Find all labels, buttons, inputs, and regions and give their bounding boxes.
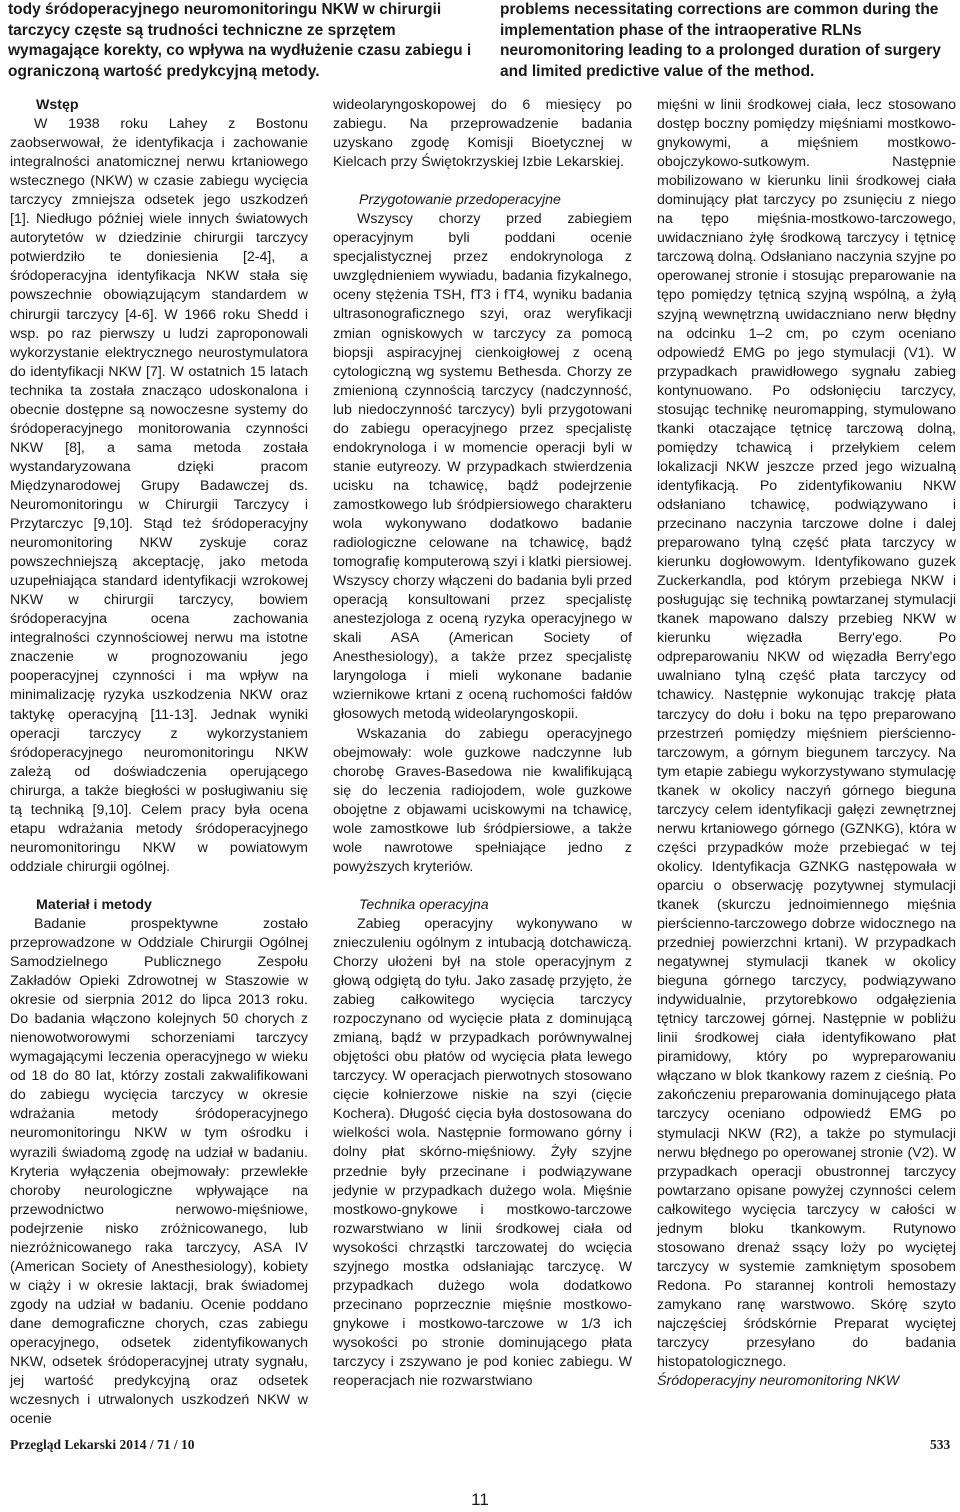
column-2 (333, 96, 632, 1391)
introduction-text: W 1938 roku Lahey z Bostonu zaobserwował, że identyfikacja i zachowanie integralności anatomicznej nerwu krtaniowego wstecznego (NKW) w czasie zabiegu wycięcia tarczycy zmniejsza odsetek jego uszkodzeń [1]. Niedługo później wiele innych światowych autorytetów w dziedzinie chirurgii tarczycy potwierdziło te doniesienia [2-4], a śródoperacyjna identyfikacja NKW stała się powszechnie obowiązującym standardem w chirurgii tarczycy [4-6]. W 1966 roku Shedd i wsp. po raz pierwszy u ludzi zaproponowali wykorzystanie elektrycznego neurostymulatora do identyfikacji NKW [7]. W ostatnich 15 latach technika ta została znacząco udoskonalona i obecnie dostępne są nowoczesne systemy do śródoperacyjnego monitorowania czynności NKW [8], a sama metoda została wystandaryzowana dzięki pracom Międzynarodowej Grupy Badawczej ds. Neuromonitoringu w Chirurgii Tarczycy i Przytarczyc [9,10]. Stąd też śródoperacyjny neuromonitoring NKW zyskuje coraz powszechniejszą akceptację, jako metoda uzupełniająca standard identyfikacji wzrokowej NKW w chirurgii tarczycy, bowiem śródoperacyjna ocena zachowania integralności czynnościowej nerwu ma istotne znaczenie w prognozowaniu jego pooperacyjnej czynności i ma wpływ na minimalizację ryzyka uszkodzenia NKW oraz taktykę operacyjną [11-13]. Jednak wyniki operacji tarczycy z wykorzystaniem śródoperacyjnego neuromonitoringu NKW zależą od doświadczenia operującego chirurga, a także biegłości w posługiwaniu się tą techniką [9,10]. Celem pracy była ocena etapu wdrażania metody śródoperacyjnego neuromonitoringu NKW w powiatowym oddziale chirurgii ogólnej. (10, 116, 308, 875)
technique-text: Zabieg operacyjny wykonywano w znieczuleniu ogólnym z intubacją dotchawiczą. Chorzy ułożeni był na stole operacyjnym z głową odgiętą do tyłu. Jako zasadę przyjęto, że zabieg całkowitego wycięcia tarczycy rozpoczynano od wycięcie płata z dominującą zmianą, bądź w przypadkach porównywalnej objętości obu płatów od wycięcia płata lewego tarczycy. W operacjach pierwotnych stosowano cięcie kołnierzowe niskie na szyi (cięcie Kochera). Długość cięcia była dostosowana do wielkości wola. Następnie formowano górny i dolny płat skórno-mięśniowy. Żyły szyjne przednie były przecinane i podwiązywane jedynie w przypadkach dużego wola. Mięśnie mostkowo-gnykowe i mostkowo-tarczowe rozwarstwiano w linii środkowej ciała od wysokości chrząstki tarczowatej do wcięcia szyjnego mostka odsłaniając tarczycę. W przypadkach dużego wola dodatkowo przecinano poprzecznie mięśnie mostkowo-gnykowe i mostkowo-tarczowe w 1/3 ich wysokości po stronie dominującego płata tarczycy i zszywano je pod koniec zabiegu. W reoperacjach nie rozwarstwiano (333, 915, 632, 1390)
abstract-polish-fragment: tody śródoperacyjnego neuromonitoringu NKW w chirurgii tarczycy częste są trudności techniczne ze sprzętem wymagające korekty, co wpływa na wydłużenie czasu zabiegu i ograniczoną wartość predykcyjną metody. (8, 1, 472, 80)
ethics-paragraph: wideolaryngoskopowej do 6 miesięcy po zabiegu. Na przeprowadzenie badania uzyskano zgodę Komisji Bioetycznej w Kielcach przy Świętokrzyskiej Izbie Lekarskiej. (333, 97, 632, 171)
preparation-text: Wszyscy chorzy przed zabiegiem operacyjnym byli poddani ocenie specjalistycznej przez endokrynologa z uwzględnieniem wywiadu, badania fizykalnego, oceny stężenia TSH, fT3 i fT4, wyniku badania ultrasonograficznego szyi, oraz weryfikacji zmian ogniskowych w tarczycy za pomocą biopsji aspiracyjnej cienkoigłowej z oceną cytologiczną wg systemu Bethesda. Chorzy ze zmienioną czynnością tarczycy (nadczynność, lub niedoczynność tarczycy) byli przygotowani do zabiegu operacyjnego przez specjalistę endokrynologa i w momencie operacji byli w stanie eutyreozy. W przypadkach stwierdzenia ucisku na tchawicę, bądź podejrzenie zamostkowego lub śródpiersiowego charakteru wola wykonywano dodatkowo badanie radiologiczne celowane na tchawicę, bądź tomografię komputerową szyi i klatki piersiowej. Wszyscy chorzy włączeni do badania byli przed operacją konsultowani przez specjalistę anestezjologa z oceną ryzyka operacyjnego w skali ASA (American Society of Anesthesiology), a także przez specjalistę laryngologa i mieli wykonane badanie wziernikowe krtani z oceną ruchomości fałdów głosowych metodą wideolaryngoskopii. (333, 211, 632, 723)
subsection-heading-technique: Technika operacyjna (359, 896, 489, 913)
running-title: Śródoperacyjny neuromonitoring NKW (657, 1373, 900, 1390)
column-3 (657, 96, 956, 1391)
journal-citation: Przegląd Lekarski 2014 / 71 / 10 (10, 1437, 195, 1452)
subsection-heading-preparation: Przygotowanie przedoperacyjne (359, 192, 561, 209)
abstract-english-fragment: problems necessitating corrections are common during the implementation phase of the intraoperative RLNs neuromonitoring leading to a prolonged duration of surgery and limited predictive value of the method. (500, 1, 941, 80)
section-heading-methods: Materiał i metody (36, 896, 152, 913)
document-page-number: 11 (471, 1490, 489, 1509)
column-1 (10, 96, 308, 1429)
journal-page-number: 533 (930, 1437, 951, 1452)
methods-text: Badanie prospektywne zostało przeprowadzone w Oddziale Chirurgii Ogólnej Samodzielnego Publicznego Zespołu Zakładów Opieki Zdrowotnej w Staszowie w okresie od sierpnia 2012 do lipca 2013 roku. Do badania włączono kolejnych 50 chorych z nienowotworowymi schorzeniami tarczycy wymagającymi leczenia operacyjnego w wieku od 18 do 80 lat, którzy zostali zakwalifikowani do zabiegu wycięcia tarczycy w okresie wdrażania metody śródoperacyjnego neuromonitoringu NKW w tym ośrodku i wyrazili świadomą zgodę na udział w badaniu. Kryteria wyłączenia obejmowały: przewlekłe choroby neurologiczne wpływające na przewodnictwo nerwowo-mięśniowe, podejrzenie nisko zróżnicowanego, lub niezróżnicowanego raka tarczycy, ASA IV (American Society of Anesthesiology), kobiety w ciąży i w okresie laktacji, brak świadomej zgody na udział w badaniu. Ocenie poddano dane demograficzne chorych, czas zabiegu operacyjnego, odsetek zidentyfikowanych NKW, odsetek śródoperacyjnej utraty sygnału, jej wartość predykcyjną oraz odsetek wczesnych i utrwalonych uszkodzeń NKW w ocenie (10, 915, 308, 1428)
section-heading-introduction: Wstęp (36, 97, 79, 113)
indications-text: Wskazania do zabiegu operacyjnego obejmowały: wole guzkowe nadczynne lub chorobę Graves-Basedowa nie kwalifikującą się do leczenia radiojodem, wole guzkowe obojętne z objawami uciskowymi na tchawicę, wole zamostkowe lub śródpiersiowe, a także wole nawrotowe spełniające jedno z powyższych kryteriów. (333, 725, 632, 875)
technique-continued-text: mięśni w linii środkowej ciała, lecz stosowano dostęp boczny pomiędzy mięśniami mostkowo-gnykowymi, a mięśniem mostkowo-obojczykowo-sutkowym. Następnie mobilizowano w kierunku linii środkowej ciała dominujący płat tarczycy po zsunięciu z niego na tępo mięśnia-mostkowo-tarczowego, uwidaczniano żyłę środkową tarczycy i tętnicę tarczową dolną. Odsłaniano naczynia szyjne po operowanej stronie i stosując preparowanie na tępo pomiędzy tętnicą szyjną wspólną, a żyłą szyjną wewnętrzną uwidaczniano nerw błędny na odcinku 1–2 cm, po czym oceniano odpowiedź EMG po jego stymulacji (V1). W przypadkach prawidłowego sygnału zabieg kontynuowano. Po odsłonięciu tarczycy, stosując technikę neuromapping, stymulowano tkanki otaczające tętnicę tarczową dolną, pomiędzy tchawicą i przełykiem celem lokalizacji NKW jeszcze przed jego wizualną identyfikacją. Po zidentyfikowaniu NKW odsłaniano tchawicę, podwiązywano i przecinano naczynia tarczowe dolne i dalej preparowano tylną część płata tarczycy w kierunku dogłowowym. Identyfikowano guzek Zuckerkandla, pod którym przebiega NKW i posługując się techniką powtarzanej stymulacji tkanek mapowano dalszy przebieg NKW w kierunku więzadła Berry'ego. Po odpreparowaniu NKW od więzadła Berry'ego uwalniano tylną część płata tarczycy od tchawicy. Następnie wykonując trakcję płata tarczycy do dołu i boku na tępo preparowano przestrzeń pomiędzy mięśniem pierścienno-tarczowym, a górnym biegunem tarczycy. Na tym etapie zabiegu wykorzystywano stymulację tkanek w okolicy naczyń górnego bieguna tarczycy celem identyfikacji gałęzi zewnętrznej nerwu krtaniowego górnego (GZNKG), która w części przypadków może przebiegać w tej okolicy. Identyfikacja GZNKG następowała w oparciu o obserwację pozytywnej stymulacji tkanek (skurczu jednoimiennego mięśnia pierścienno-tarczowego dobrze widocznego na przedniej powierzchni krtani). W przypadkach negatywnej stymulacji tkanek w okolicy bieguna górnego tarczycy, podwiązywano indywidualnie, przytorebkowo odgałęzienia tętnicy tarczowej górnej. Następnie w pobliżu linii środkowej ciała identyfikowano płat piramidowy, który po wypreparowaniu włączano w blok tkankowy razem z cieśnią. Po zakończeniu preparowania dominującego płata tarczycy oceniano odpowiedź EMG po stymulacji NKW (R2), a także po stymulacji nerwu błędnego po operowanej stronie (V2). W przypadkach operacji obustronnej tarczycy powtarzano opisane powyżej czynności celem całkowitego wycięcia tarczycy w całości w jednym bloku tkankowym. Rutynowo stosowano drenaż ssący loży po wyciętej tarczycy w systemie zamkniętym sposobem Redona. Po starannej kontroli hemostazy zamykano ranę warstwowo. Skórę szyto najczęściej śródskórnie Preparat wyciętej tarczycy przesyłano do badania histopatologicznego. (657, 97, 956, 1371)
